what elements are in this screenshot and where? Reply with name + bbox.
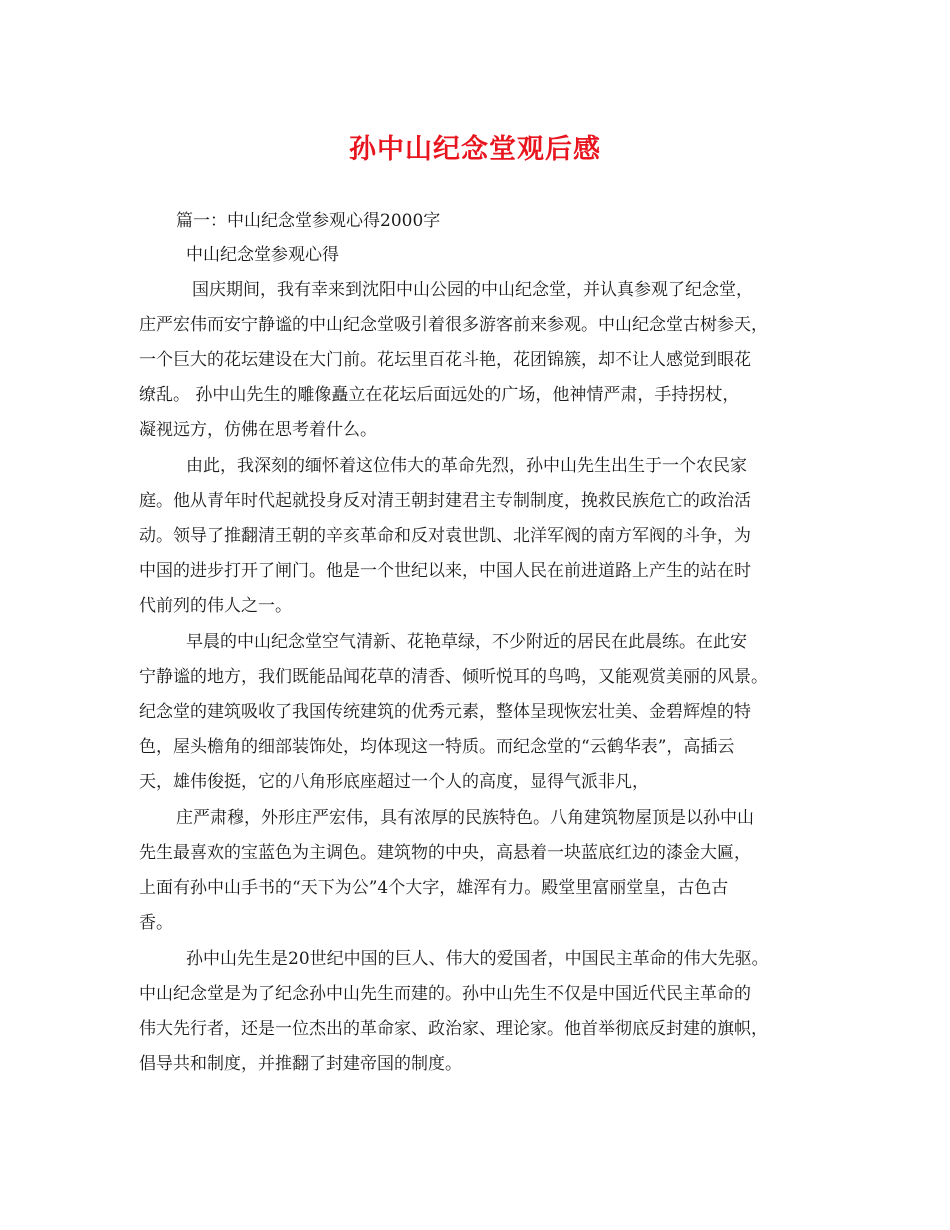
document-title: 孙中山纪念堂观后感 — [349, 134, 601, 165]
section-heading: 篇一：中山纪念堂参观心得2000字 — [176, 211, 441, 231]
paragraph-line: 庄严肃穆，外形庄严宏伟，具有浓厚的民族特色。八角建筑物屋顶是以孙中山 — [176, 808, 754, 828]
paragraph-line: 庭。他从青年时代起就投身反对清王朝封建君主专制制度，挽救民族危亡的政治活 — [139, 491, 751, 511]
paragraph-line: 由此，我深刻的缅怀着这位伟大的革命先烈，孙中山先生出生于一个农民家 — [186, 456, 747, 476]
paragraph-line: 先生最喜欢的宝蓝色为主调色。建筑物的中央，高悬着一块蓝底红边的漆金大匾， — [139, 843, 751, 863]
paragraph-line: 庄严宏伟而安宁静谧的中山纪念堂吸引着很多游客前来参观。中山纪念堂古树参天， — [139, 315, 768, 335]
paragraph-line: 凝视远方，仿佛在思考着什么。 — [139, 420, 377, 440]
paragraph-line: 中国的进步打开了闸门。他是一个世纪以来，中国人民在前进道路上产生的站在时 — [139, 561, 751, 581]
paragraph-line: 缭乱。 孙中山先生的雕像矗立在花坛后面远处的广场，他神情严肃，手持拐杖， — [139, 385, 740, 405]
paragraph-line: 天，雄伟俊挺，它的八角形底座超过一个人的高度，显得气派非凡， — [139, 772, 649, 792]
paragraph-line: 国庆期间，我有幸来到沈阳中山公园的中山纪念堂，并认真参观了纪念堂， — [192, 280, 753, 300]
paragraph-line: 早晨的中山纪念堂空气清新、花艳草绿，不少附近的居民在此晨练。在此安 — [186, 632, 747, 652]
paragraph-line: 倡导共和制度，并推翻了封建帝国的制度。 — [139, 1054, 462, 1074]
paragraph-line: 色，屋头檐角的细部装饰处，均体现这一特质。而纪念堂的“云鹤华表”，高插云 — [139, 737, 735, 757]
paragraph-line: 香。 — [139, 913, 173, 933]
paragraph-line: 纪念堂的建筑吸收了我国传统建筑的优秀元素，整体呈现恢宏壮美、金碧辉煌的特 — [139, 702, 751, 722]
paragraph-line: 动。领导了推翻清王朝的辛亥革命和反对袁世凯、北洋军阀的南方军阀的斗争，为 — [139, 526, 751, 546]
paragraph-line: 上面有孙中山手书的“天下为公”4个大字，雄浑有力。殿堂里富丽堂皇，古色古 — [139, 878, 729, 898]
paragraph-line: 一个巨大的花坛建设在大门前。花坛里百花斗艳，花团锦簇，却不让人感觉到眼花 — [139, 350, 751, 370]
paragraph-line: 孙中山先生是20世纪中国的巨人、伟大的爱国者，中国民主革命的伟大先驱。 — [186, 949, 769, 969]
paragraph-line: 代前列的伟人之一。 — [139, 596, 292, 616]
subheading: 中山纪念堂参观心得 — [186, 245, 339, 265]
paragraph-line: 宁静谧的地方，我们既能品闻花草的清香、倾听悦耳的鸟鸣，又能观赏美丽的风景。 — [139, 667, 768, 687]
paragraph-line: 中山纪念堂是为了纪念孙中山先生而建的。孙中山先生不仅是中国近代民主革命的 — [139, 984, 751, 1004]
paragraph-line: 伟大先行者，还是一位杰出的革命家、政治家、理论家。他首举彻底反封建的旗帜， — [139, 1019, 768, 1039]
